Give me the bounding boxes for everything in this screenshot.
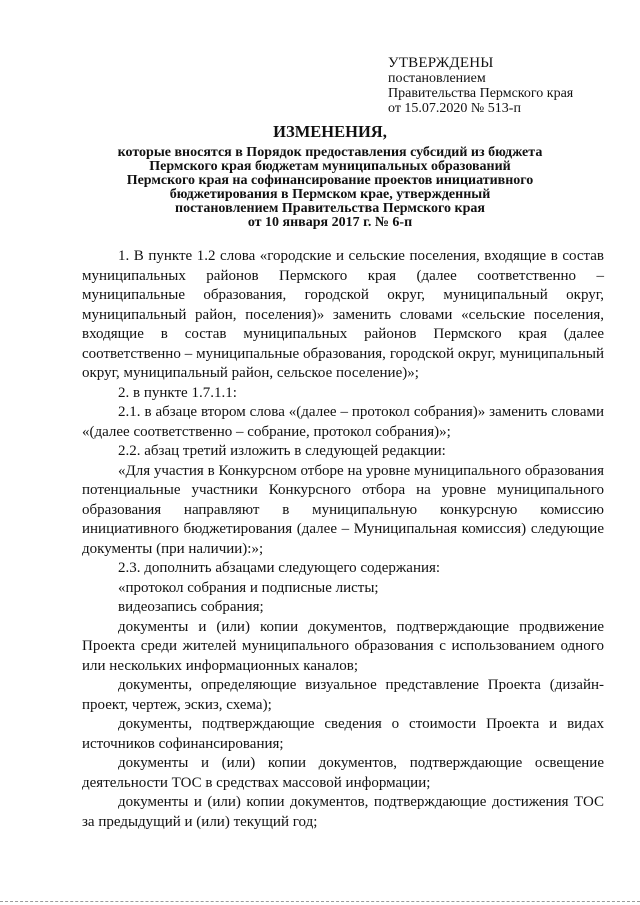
approval-line: от 15.07.2020 № 513-п: [388, 101, 521, 116]
approval-stamp: [388, 56, 628, 116]
paragraph: 2.1. в абзаце втором слова «(далее – протокол собрания)» заменить словами «(далее соответственно – собрание, протокол собрания)»;: [82, 404, 604, 440]
title-main: ИЗМЕНЕНИЯ,: [273, 122, 387, 141]
document-body: [82, 247, 604, 832]
paragraph: «Для участия в Конкурсном отборе на уровне муниципального образования потенциальные участники Конкурсного отбора на уровне муниципального образования направляют в муниципальную конкурсную комиссию инициативного бюджетирования (далее – Муниципальная комиссия) следующие документы (при наличии):»;: [82, 462, 604, 557]
paragraph: документы, определяющие визуальное представление Проекта (дизайн-проект, чертеж, эскиз, схема);: [82, 677, 604, 713]
title-line: бюджетирования в Пермском крае, утвержденный: [169, 187, 491, 202]
paragraph: документы и (или) копии документов, подтверждающие продвижение Проекта среди жителей муниципального образования с использованием одного или нескольких информационных каналов;: [82, 618, 604, 674]
paragraph: 1. В пункте 1.2 слова «городские и сельские поселения, входящие в состав муниципальных районов Пермского края (далее соответственно – муниципальные образования, городской округ, муниципальный округ, муниципальный район, поселения)» заменить словами «сельские поселения, входящие в состав муниципальных районов Пермского края (далее соответственно – муниципальные образования, городской округ, муниципальный округ, муниципальный район, сельское поселение)»;: [82, 248, 604, 381]
paragraph: 2. в пункте 1.7.1.1:: [118, 384, 237, 401]
document-title: [60, 122, 600, 230]
approval-heading: УТВЕРЖДЕНЫ: [388, 55, 494, 71]
paragraph: документы, подтверждающие сведения о стоимости Проекта и видах источников софинансирования;: [82, 716, 604, 752]
title-line: постановлением Правительства Пермского края: [175, 201, 485, 216]
paragraph: 2.2. абзац третий изложить в следующей редакции:: [118, 443, 446, 459]
title-line: которые вносятся в Порядок предоставления субсидий из бюджета: [117, 145, 543, 160]
approval-line: Правительства Пермского края: [388, 86, 574, 101]
title-line: Пермского края бюджетам муниципальных образований: [149, 159, 511, 174]
title-line: от 10 января 2017 г. № 6-п: [247, 215, 413, 230]
page-edge-divider: [0, 901, 640, 903]
paragraph: видеозапись собрания;: [118, 599, 264, 615]
approval-line: постановлением: [388, 71, 486, 86]
title-line: Пермского края на софинансирование проектов инициативного: [126, 173, 534, 188]
paragraph: документы и (или) копии документов, подтверждающие освещение деятельности ТОС в средствах массовой информации;: [82, 755, 604, 791]
paragraph: документы и (или) копии документов, подтверждающие достижения ТОС за предыдущий и (или) текущий год;: [82, 794, 604, 830]
paragraph: «протокол собрания и подписные листы;: [118, 579, 379, 596]
paragraph: 2.3. дополнить абзацами следующего содержания:: [118, 560, 441, 576]
